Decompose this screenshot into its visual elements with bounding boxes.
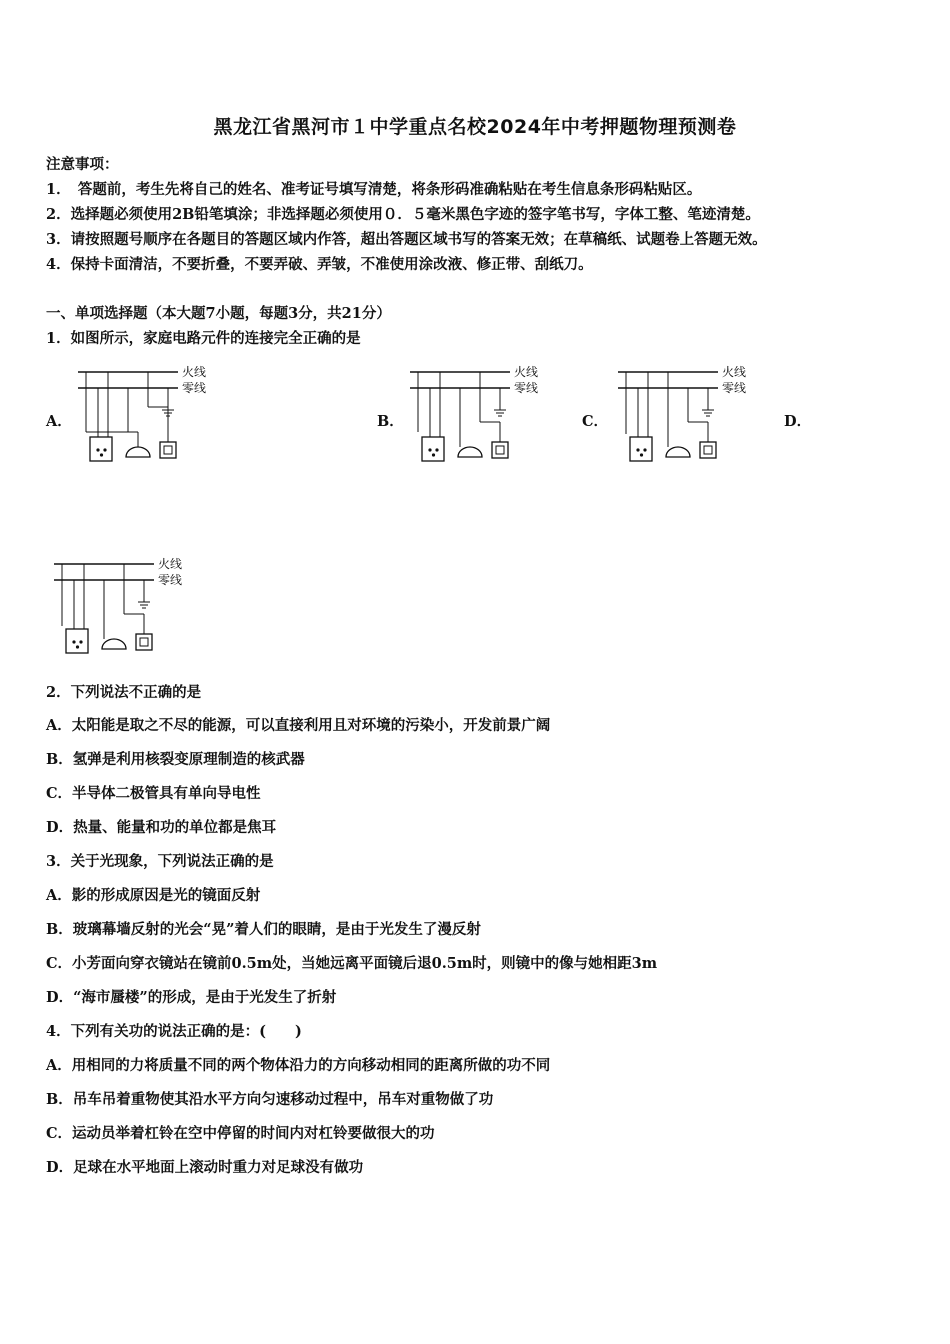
socket-icon	[422, 437, 444, 461]
neutral-wire-label: 零线	[722, 381, 747, 395]
q3-option-a: A．影的形成原因是光的镜面反射	[46, 887, 261, 904]
q4-option-a: A．用相同的力将质量不同的两个物体沿力的方向移动相同的距离所做的功不同	[46, 1057, 551, 1074]
q2-option-b: B．氢弹是利用核裂变原理制造的核武器	[46, 751, 305, 768]
live-wire-label: 火线	[722, 365, 747, 379]
q1-option-b-label: B．	[377, 413, 404, 430]
switch-icon	[136, 634, 152, 650]
q2-option-c: C．半导体二极管具有单向导电性	[46, 785, 261, 802]
q2-option-d: D．热量、能量和功的单位都是焦耳	[46, 819, 277, 836]
neutral-wire-label: 零线	[158, 573, 183, 587]
socket-icon	[66, 629, 88, 653]
q1-circuit-b	[410, 362, 550, 467]
notice-item-2: 2．选择题必须使用2B铅笔填涂；非选择题必须使用０．５毫米黑色字迹的签字笔书写，字体工整、笔迹清楚。	[46, 206, 760, 223]
notice-heading: 注意事项：	[46, 156, 119, 173]
switch-icon	[492, 442, 508, 458]
neutral-wire-label: 零线	[182, 381, 207, 395]
neutral-wire-label: 零线	[514, 381, 539, 395]
q3-option-d: D．“海市蜃楼”的形成，是由于光发生了折射	[46, 989, 337, 1006]
lamp-icon	[102, 639, 126, 649]
q1-circuit-d	[54, 554, 194, 659]
lamp-icon	[458, 447, 482, 457]
q4-option-c: C．运动员举着杠铃在空中停留的时间内对杠铃要做很大的功	[46, 1125, 435, 1142]
q4-option-d: D．足球在水平地面上滚动时重力对足球没有做功	[46, 1159, 364, 1176]
live-wire-label: 火线	[182, 365, 207, 379]
lamp-icon	[126, 447, 150, 457]
notice-item-3: 3．请按照题号顺序在各题目的答题区域内作答，超出答题区域书写的答案无效；在草稿纸、试题卷上答题无效。	[46, 231, 767, 248]
switch-icon	[700, 442, 716, 458]
socket-icon	[90, 437, 112, 461]
q1-circuit-c	[618, 362, 758, 467]
live-wire-label: 火线	[514, 365, 539, 379]
question-2-stem: 2．下列说法不正确的是	[46, 684, 202, 701]
lamp-icon	[666, 447, 690, 457]
q3-option-b: B．玻璃幕墙反射的光会“晃”着人们的眼睛，是由于光发生了漫反射	[46, 921, 481, 938]
live-wire-label: 火线	[158, 557, 183, 571]
q4-option-b: B．吊车吊着重物使其沿水平方向匀速移动过程中，吊车对重物做了功	[46, 1091, 494, 1108]
question-1-stem: 1．如图所示，家庭电路元件的连接完全正确的是	[46, 330, 361, 347]
socket-icon	[630, 437, 652, 461]
page-title: 黑龙江省黑河市１中学重点名校2024年中考押题物理预测卷	[213, 116, 737, 138]
q3-option-c: C．小芳面向穿衣镜站在镜前0.5m处，当她远离平面镜后退0.5m时，则镜中的像与她相距3m	[46, 955, 658, 972]
q1-option-a-label: A．	[46, 413, 72, 430]
q1-circuit-a	[78, 362, 218, 467]
question-4-stem: 4．下列有关功的说法正确的是：( )	[46, 1023, 302, 1040]
q2-option-a: A．太阳能是取之不尽的能源，可以直接利用且对环境的污染小，开发前景广阔	[46, 717, 551, 734]
q1-option-c-label: C．	[582, 413, 609, 430]
notice-item-4: 4．保持卡面清洁，不要折叠，不要弄破、弄皱，不准使用涂改液、修正带、刮纸刀。	[46, 256, 593, 273]
q1-option-d-label: D．	[784, 413, 812, 430]
notice-item-1: 1． 答题前，考生先将自己的姓名、准考证号填写清楚，将条形码准确粘贴在考生信息条形码粘贴区。	[46, 181, 702, 198]
section-heading: 一、单项选择题（本大题7小题，每题3分，共21分）	[46, 305, 391, 322]
switch-icon	[160, 442, 176, 458]
question-3-stem: 3．关于光现象，下列说法正确的是	[46, 853, 274, 870]
